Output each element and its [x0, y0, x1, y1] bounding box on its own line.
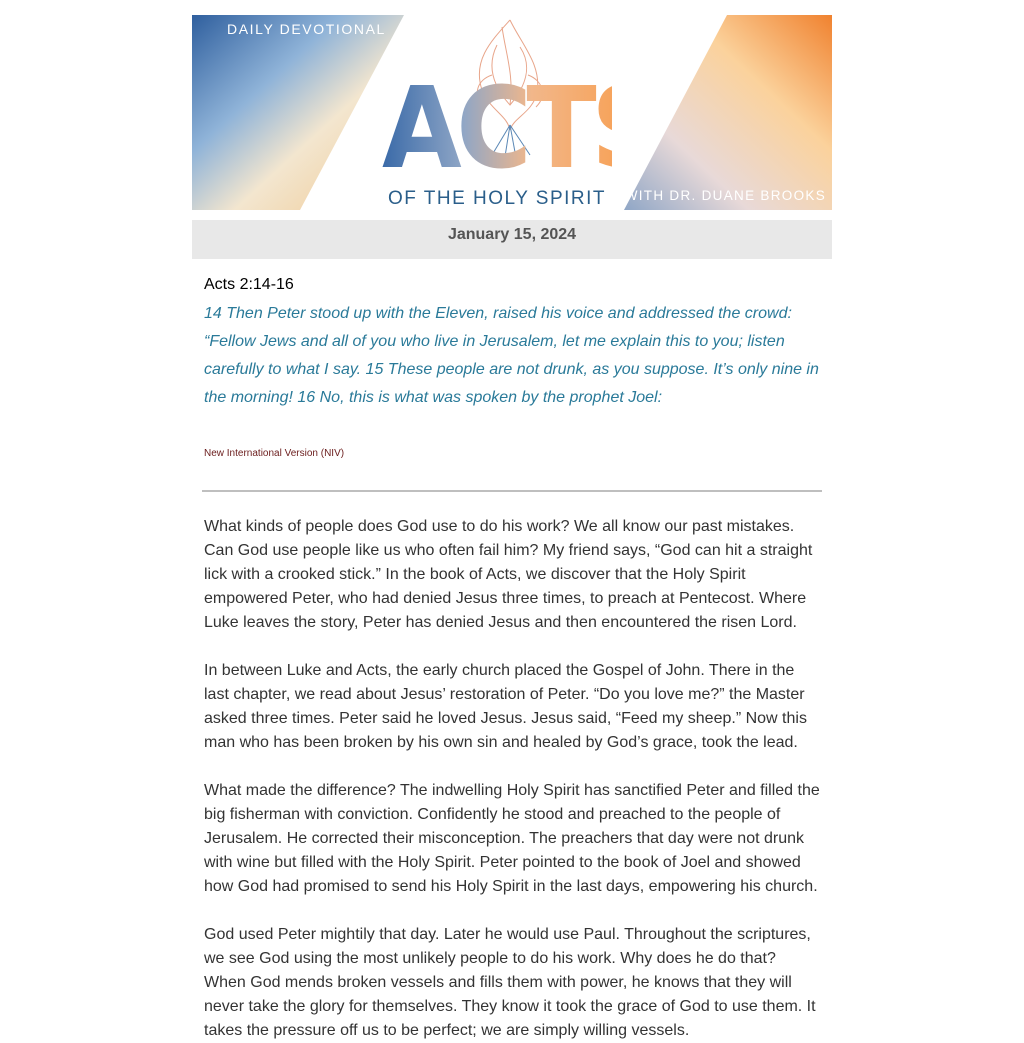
acts-title: ACTS	[382, 64, 660, 194]
holy-spirit-subtitle: OF THE HOLY SPIRIT	[387, 188, 607, 209]
body-paragraph: God used Peter mightily that day. Later he would use Paul. Throughout the scriptures, we see God using the most unlikely people to do his work. Why does he do that? When God mends broken vessels and fills them with power, he knows that they will never take the glory for themselves. They know it took the grace of God to use them. It takes the pressure off us to be perfect; we are simply willing vessels.	[204, 926, 816, 1039]
scripture-reference: Acts 2:14-16	[204, 276, 294, 293]
header-banner	[192, 15, 832, 210]
date-bar	[192, 220, 832, 259]
devotional-date: January 15, 2024	[447, 226, 577, 243]
left-sky-panel	[192, 15, 404, 210]
scripture-text: 14 Then Peter stood up with the Eleven, raised his voice and addressed the crowd: “Fellow Jews and all of you who live in Jerusalem, let me explain this to you; listen carefully to what I say. 15 These people are not drunk, as you suppose. It’s only nine in the morning! 16 No, this is what was spoken by the prophet Joel:	[204, 305, 819, 406]
devotional-body	[192, 492, 832, 1043]
bible-version: New International Version (NIV)	[204, 448, 345, 459]
body-paragraph: What kinds of people does God use to do his work? We all know our past mistakes. Can God use people like us who often fail him? My friend says, “God can hit a straight lick with a crooked stick.” In the book of Acts, we discover that the Holy Spirit empowered Peter, who had denied Jesus three times, to preach at Pentecost. Where Luke leaves the story, Peter has denied Jesus and then encountered the risen Lord.	[204, 518, 813, 631]
author-label: WITH DR. DUANE BROOKS	[624, 188, 826, 203]
body-paragraph: In between Luke and Acts, the early church placed the Gospel of John. There in the last chapter, we read about Jesus’ restoration of Peter. “Do you love me?” the Master asked three times. Peter said he loved Jesus. Jesus said, “Feed my sheep.” Now this man who has been broken by his own sin and healed by God’s grace, took the lead.	[204, 662, 807, 751]
scripture-section	[192, 259, 832, 459]
email-container	[192, 15, 832, 1043]
body-paragraph: What made the difference? The indwelling Holy Spirit has sanctified Peter and filled the big fisherman with conviction. Confidently he stood and preached to the people of Jerusalem. He corrected their misconception. The preachers that day were not drunk with wine but filled with the Holy Spirit. Peter pointed to the book of Joel and showed how God had promised to send his Holy Spirit in the last days, empowering his church.	[204, 782, 820, 895]
daily-devotional-label: DAILY DEVOTIONAL	[227, 21, 386, 37]
